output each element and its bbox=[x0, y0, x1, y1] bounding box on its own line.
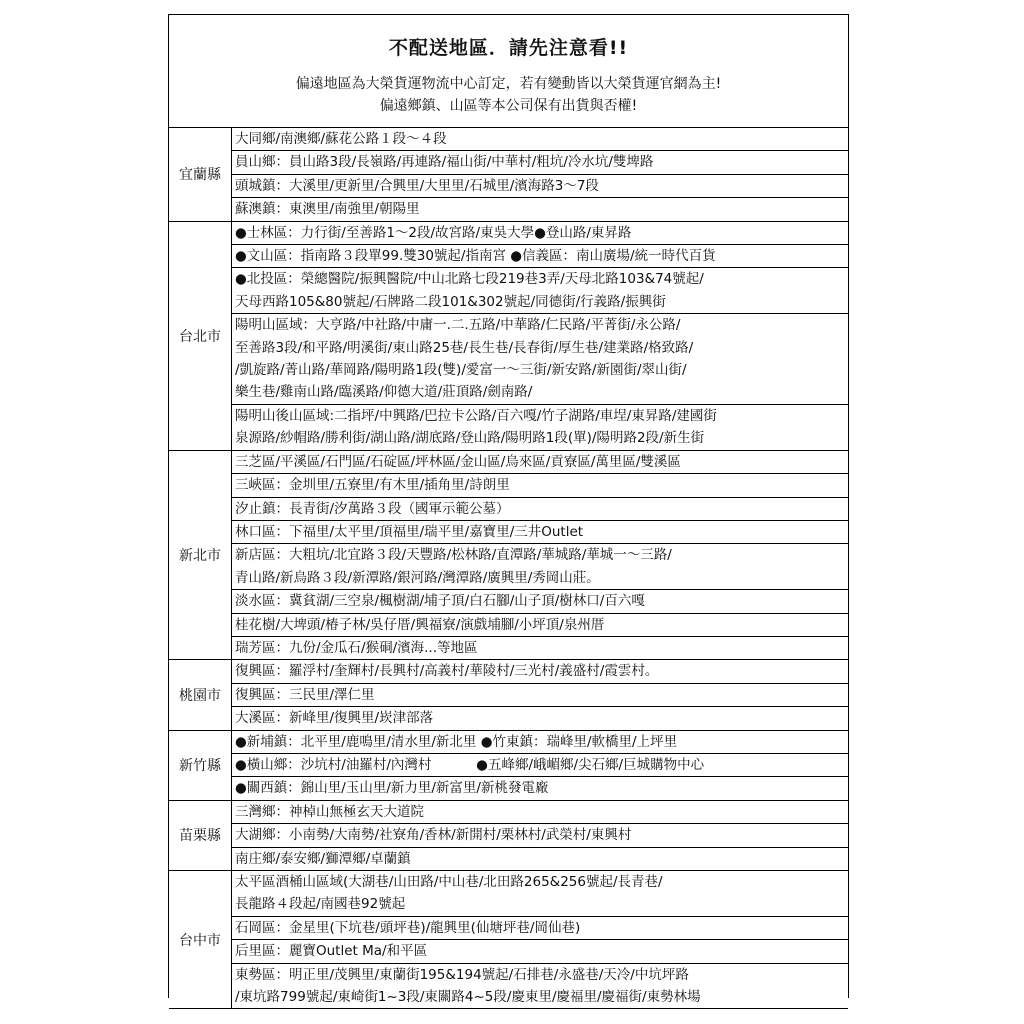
area-text-line: 林口區：下福里/太平里/頂福里/瑞平里/嘉寶里/三井Outlet bbox=[235, 523, 584, 540]
area-entry bbox=[232, 801, 848, 824]
area-text-line: 南庄鄉/泰安鄉/獅潭鄉/卓蘭鎮 bbox=[235, 850, 411, 867]
area-entry bbox=[232, 498, 848, 521]
area-text-line: 三灣鄉：神棹山無極玄天大道院 bbox=[235, 803, 424, 820]
area-text-line: 復興區：三民里/澤仁里 bbox=[235, 686, 375, 703]
area-entry bbox=[232, 707, 848, 729]
area-text-line: ●橫山鄉：沙坑村/油羅村/內灣村 ●五峰鄉/峨嵋鄉/尖石鄉/巨城購物中心 bbox=[235, 756, 705, 773]
area-text-line: ●士林區：力行街/至善路1～2段/故宮路/東吳大學●登山路/東昇路 bbox=[235, 224, 632, 241]
no-delivery-region-table bbox=[169, 128, 848, 1009]
county-areas bbox=[232, 221, 849, 450]
area-text-line: 復興區：羅浮村/奎輝村/長興村/高義村/華陵村/三光村/義盛村/霞雲村。 bbox=[235, 663, 659, 680]
area-entry bbox=[232, 964, 848, 1009]
county-areas bbox=[232, 450, 849, 660]
area-text-line: 員山鄉：員山路3段/長嶺路/再連路/福山街/中華村/粗坑/冷水坑/雙埤路 bbox=[235, 154, 654, 171]
area-text-line: ●關西鎮：錦山里/玉山里/新力里/新富里/新桃發電廠 bbox=[235, 780, 549, 797]
county-row bbox=[169, 871, 848, 1009]
area-entry bbox=[232, 544, 848, 590]
area-text-line: 天母西路105&80號起/石牌路二段101&302號起/同德街/行義路/振興街 bbox=[235, 293, 666, 310]
area-entry bbox=[232, 614, 848, 637]
area-text-line: 石岡區：金星里(下坑巷/頭坪巷)/龍興里(仙塘坪巷/岡仙巷) bbox=[235, 919, 581, 936]
area-text-line: 大湖鄉：小南勢/大南勢/社寮角/香林/新開村/栗林村/武榮村/東興村 bbox=[235, 827, 632, 844]
area-entry bbox=[232, 590, 848, 613]
area-text-line: 太平區酒桶山區域(大湖巷/山田路/中山巷/北田路265&256號起/長青巷/ bbox=[235, 874, 663, 890]
area-entry bbox=[232, 917, 848, 940]
county-name: 宜蘭縣 bbox=[169, 128, 232, 221]
area-entry bbox=[232, 824, 848, 847]
county-name: 台北市 bbox=[169, 221, 232, 450]
area-text-line: /東坑路799號起/東崎街1~3段/東關路4~5段/慶東里/慶福里/慶福街/東勢林場 bbox=[235, 989, 701, 1006]
area-text-line: /凱旋路/菁山路/華岡路/陽明路1段(雙)/愛富一～三街/新安路/新園街/翠山街/ bbox=[235, 362, 687, 379]
area-entry bbox=[232, 151, 848, 174]
county-name: 桃園市 bbox=[169, 660, 232, 730]
area-entry bbox=[232, 198, 848, 220]
area-text-line: 東勢區：明正里/茂興里/東蘭街195&194號起/石排巷/永盛巷/天冷/中坑坪路 bbox=[235, 966, 689, 983]
area-entry bbox=[232, 871, 848, 917]
area-entry bbox=[232, 314, 848, 405]
area-entry bbox=[232, 777, 848, 799]
county-areas bbox=[232, 660, 849, 730]
area-entry bbox=[232, 175, 848, 198]
area-text-line: 大溪區：新峰里/復興里/崁津部落 bbox=[235, 710, 434, 727]
county-row bbox=[169, 660, 848, 730]
county-areas bbox=[232, 128, 849, 221]
area-entry bbox=[232, 474, 848, 497]
area-entry bbox=[232, 128, 848, 151]
area-text-line: 淡水區：冀貧湖/三空泉/楓樹湖/埔子頂/白石腳/山子頂/樹林口/百六嘎 bbox=[235, 593, 645, 610]
notice-line-1: 偏遠地區為大榮貨運物流中心訂定，若有變動皆以大榮貨運官網為主! bbox=[295, 76, 722, 92]
area-text-line: 陽明山區域：大亨路/中社路/中庸一.二.五路/中華路/仁民路/平菁街/永公路/ bbox=[235, 317, 681, 334]
area-text-line: ●新埔鎮：北平里/鹿鳴里/清水里/新北里 ●竹東鎮：瑞峰里/軟橋里/上坪里 bbox=[235, 733, 678, 750]
area-text-line: 三峽區：金圳里/五寮里/有木里/插角里/詩朗里 bbox=[235, 477, 510, 494]
area-text-line: 汐止鎮：長青街/汐萬路３段（國軍示範公墓） bbox=[235, 500, 510, 517]
area-text-line: 樂生巷/雞南山路/臨溪路/仰德大道/莊頂路/劍南路/ bbox=[235, 384, 533, 401]
area-text-line: 至善路3段/和平路/明溪街/東山路25巷/長生巷/長春街/厚生巷/建業路/格致路/ bbox=[235, 339, 694, 356]
county-row bbox=[169, 221, 848, 450]
area-text-line: ●北投區：榮總醫院/振興醫院/中山北路七段219巷3弄/天母北路103&74號起/ bbox=[235, 271, 704, 288]
area-entry bbox=[232, 731, 848, 754]
area-entry bbox=[232, 754, 848, 777]
notice-header bbox=[169, 15, 848, 128]
area-entry bbox=[232, 268, 848, 314]
area-entry bbox=[232, 940, 848, 963]
area-text-line: 泉源路/紗帽路/勝利街/湖山路/湖底路/登山路/陽明路1段(單)/陽明路2段/新生街 bbox=[235, 430, 705, 447]
area-text-line: 青山路/新烏路３段/新潭路/銀河路/灣潭路/廣興里/秀岡山莊。 bbox=[235, 569, 600, 586]
area-entry bbox=[232, 521, 848, 544]
area-entry bbox=[232, 222, 848, 245]
county-row bbox=[169, 800, 848, 870]
notice-title: 不配送地區．請先注意看!! bbox=[388, 37, 629, 59]
county-name: 苗栗縣 bbox=[169, 800, 232, 870]
area-text-line: 三芝區/平溪區/石門區/石碇區/坪林區/金山區/烏來區/貢寮區/萬里區/雙溪區 bbox=[235, 453, 681, 470]
county-row bbox=[169, 450, 848, 660]
county-areas bbox=[232, 800, 849, 870]
county-areas bbox=[232, 871, 849, 1009]
county-name: 新北市 bbox=[169, 450, 232, 660]
county-row bbox=[169, 730, 848, 800]
county-row bbox=[169, 128, 848, 221]
area-text-line: 新店區：大粗坑/北宜路３段/天豐路/松林路/直潭路/華城路/華城一～三路/ bbox=[235, 547, 672, 564]
area-entry bbox=[232, 405, 848, 450]
area-text-line: 桂花樹/大埤頭/椿子林/吳仔厝/興福寮/演戲埔腳/小坪頂/泉州厝 bbox=[235, 616, 605, 633]
area-entry bbox=[232, 848, 848, 870]
area-text-line: 頭城鎮：大溪里/更新里/合興里/大里里/石城里/濱海路3～7段 bbox=[235, 177, 599, 194]
area-entry bbox=[232, 637, 848, 659]
area-text-line: 瑞芳區：九份/金瓜石/猴硐/濱海...等地區 bbox=[235, 639, 478, 656]
area-text-line: 蘇澳鎮：東澳里/南強里/朝陽里 bbox=[235, 201, 420, 218]
area-text-line: ●文山區：指南路３段單99.雙30號起/指南宮 ●信義區：南山廣場/統一時代百貨 bbox=[235, 248, 716, 265]
area-text-line: 大同鄉/南澳鄉/蘇花公路１段～４段 bbox=[235, 131, 447, 147]
area-text-line: 后里區：麗寶Outlet Ma/和平區 bbox=[235, 943, 428, 960]
county-name: 新竹縣 bbox=[169, 730, 232, 800]
county-name: 台中市 bbox=[169, 871, 232, 1009]
area-text-line: 長龍路４段起/南國巷92號起 bbox=[235, 896, 406, 913]
area-entry bbox=[232, 451, 848, 474]
area-entry bbox=[232, 660, 848, 683]
area-entry bbox=[232, 684, 848, 707]
area-text-line: 陽明山後山區域:二指坪/中興路/巴拉卡公路/百六嘎/竹子湖路/車埕/東昇路/建國街 bbox=[235, 407, 717, 424]
notice-line-2: 偏遠鄉鎮、山區等本公司保有出貨與否權! bbox=[379, 98, 638, 114]
county-areas bbox=[232, 730, 849, 800]
area-entry bbox=[232, 245, 848, 268]
document-sheet bbox=[168, 14, 849, 1006]
